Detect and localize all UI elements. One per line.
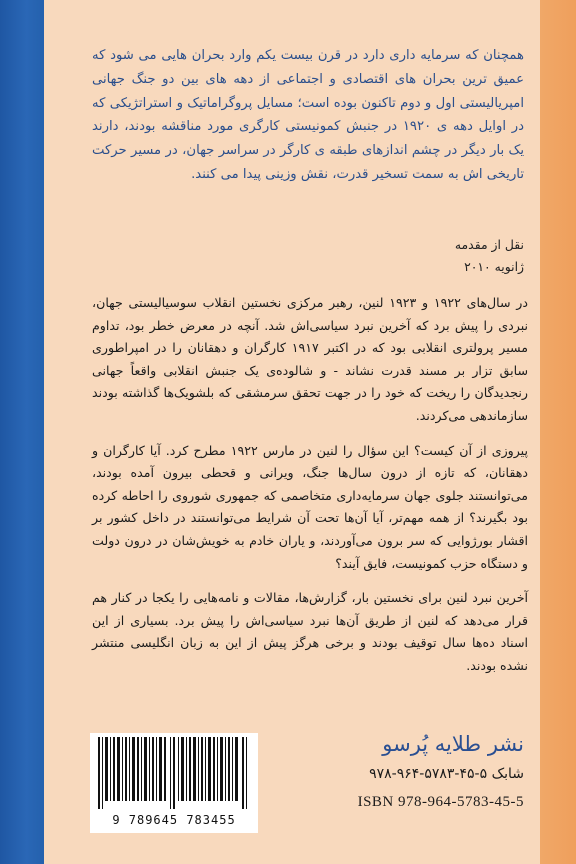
left-blue-stripe xyxy=(0,0,44,864)
isbn-english: ISBN 978-964-5783-45-5 xyxy=(357,794,524,810)
barcode xyxy=(90,733,258,833)
body-paragraph-1: در سال‌های ۱۹۲۲ و ۱۹۲۳ لنین، رهبر مرکزی نخستین انقلاب سوسیالیستی جهان، نبردی را پیش برد که آخرین نبرد سیاسی‌اش شد. آنچه در معرض خطر بود، تداوم مسیر پرولتری انقلابی بود که در اکتبر ۱۹۱۷ کارگران و دهقانان را در امپراطوری سابق تزار بر مسند قدرت نشاند - و شالوده‌ی یک جنبش انقلابی واقعاً جهانی رنجدیدگان را ریخت که خود را در جهت تحقق سرمشقی که بلشویک‌ها گذاشته بودند سازماندهی می‌کردند. xyxy=(92,295,528,423)
quote-source: نقل از مقدمه xyxy=(454,237,524,252)
publisher-name: نشر طلایه پُرسو xyxy=(382,732,524,756)
barcode-bars xyxy=(96,737,252,809)
body-paragraph-2: پیروزی از آن کیست؟ این سؤال را لنین در مارس ۱۹۲۲ مطرح کرد. آیا کارگران و دهقانان، که تازه از درون سال‌ها جنگ، ویرانی و قحطی بیرون آمده بودند، می‌توانستند جلوی جهان سرمایه‌داری متخاصمی که جمهوری شوروی را احاطه کرده بود بگیرند؟ از همه مهم‌تر، آیا آن‌ها تحت آن شرایط می‌توانستند در داخل کشور بر اقشار بورژوایی که سر برون می‌آوردند، و یاران خادم به خویش‌شان در درون دولت و دستگاه حزب کمونیست، فایق آیند؟ xyxy=(92,442,528,571)
body-text xyxy=(92,292,528,690)
quote-attribution xyxy=(324,234,524,278)
right-orange-stripe xyxy=(540,0,576,864)
quote-date: ژانویه ۲۰۱۰ xyxy=(464,259,524,274)
quote-paragraph: همچنان که سرمایه داری دارد در قرن بیست یکم وارد بحران هایی می شود که عمیق ترین بحران های اقتصادی و اجتماعی از دهه های بین دو جنگ جهانی امپریالیستی اول و دوم تاکنون بوده است؛ مسایل پروگراماتیک و استراتژیکی که در اوایل دهه ی ۱۹۲۰ در جنبش کمونیستی کارگری مورد مناقشه بودند، دارند یک بار دیگر در چشم اندازهای طبقه ی کارگر در سراسر جهان، در مسیر حرکت تاریخی اش به سمت تسخیر قدرت، نقش وزینی پیدا می کنند. xyxy=(92,48,524,182)
body-paragraph-3: آخرین نبرد لنین برای نخستین بار، گزارش‌ها، مقالات و نامه‌هایی را یکجا در کنار هم قرار می‌دهد که لنین از طریق آن‌ها نبرد سیاسی‌اش را پیش برد. بسیاری از این اسناد ده‌ها سال توقیف بودند و برخی هرگز پیش از این به زبان انگلیسی منتشر نشده بودند. xyxy=(92,590,528,673)
isbn-persian: شابک ۵-۴۵-۵۷۸۳-۹۶۴-۹۷۸ xyxy=(369,766,524,782)
barcode-number: 9 789645 783455 xyxy=(112,813,236,827)
